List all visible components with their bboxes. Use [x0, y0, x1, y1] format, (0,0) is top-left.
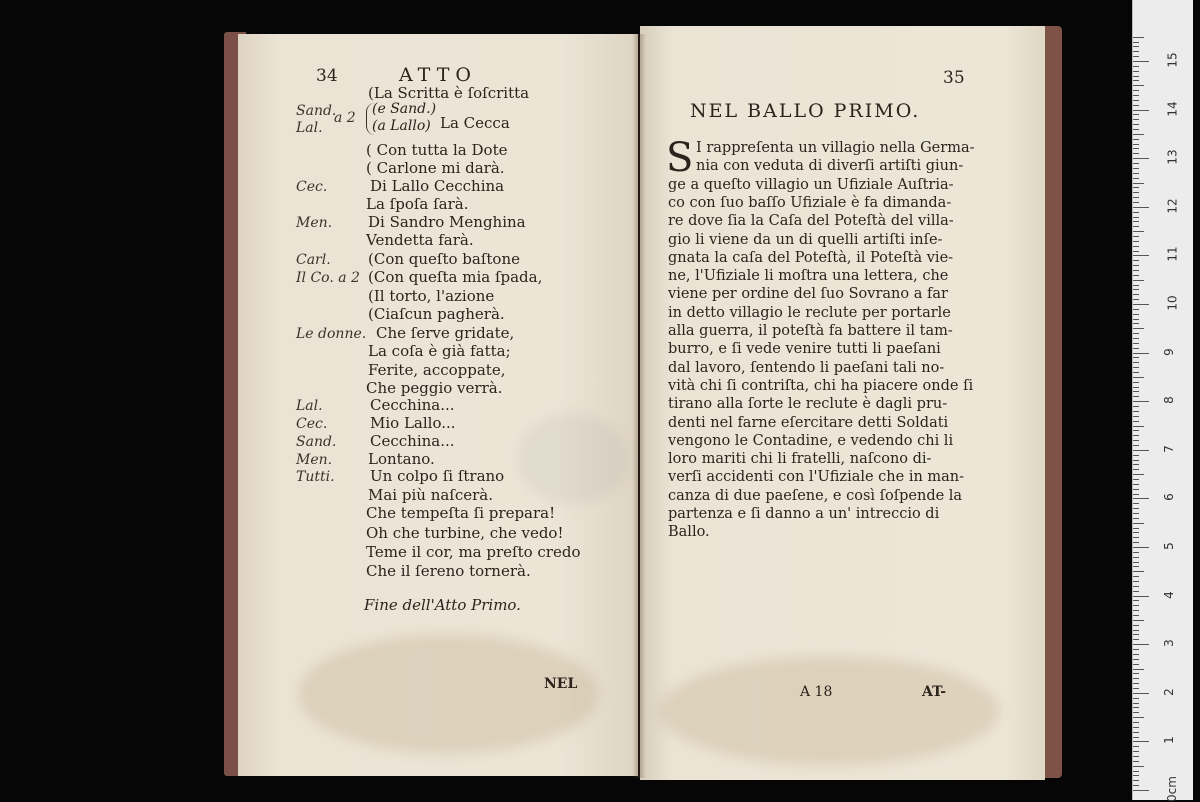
prose-line: re dove ſia la Caſa del Poteſtà del villa- [668, 213, 954, 230]
verse-line: Vendetta farà. [366, 231, 474, 249]
page-number-right: 35 [943, 68, 965, 88]
ruler-label: 12 [1165, 198, 1180, 214]
prose-line: verſi accidenti con l'Ufiziale che in man- [668, 469, 965, 486]
catchword-left: NEL [544, 676, 578, 692]
speaker-label: Sand. [296, 103, 337, 119]
ruler-tick [1133, 76, 1139, 77]
ruler-tick [1133, 265, 1139, 266]
ruler-tick [1133, 90, 1139, 91]
ruler-tick [1133, 328, 1144, 329]
ruler-tick [1133, 596, 1149, 597]
verse-line: La ſpoſa ſarà. [366, 195, 469, 213]
verse-line: Ferite, accoppate, [368, 361, 506, 379]
ruler-label: 10 [1165, 295, 1180, 311]
ruler-tick [1133, 469, 1139, 470]
ruler-tick [1133, 153, 1139, 154]
ruler-label: 13 [1165, 149, 1180, 165]
ruler-tick [1133, 746, 1139, 747]
catchword-right: AT- [922, 684, 947, 700]
prose-line: dal lavoro, ſentendo li paeſani tali no- [668, 359, 945, 376]
speaker-label: a 2 [334, 110, 356, 126]
ruler-tick [1133, 168, 1139, 169]
ruler-tick [1133, 649, 1139, 650]
ruler-tick [1133, 37, 1144, 38]
ruler-tick [1133, 440, 1139, 441]
ruler-tick [1133, 304, 1149, 305]
ruler-tick [1133, 319, 1139, 320]
ruler-tick [1133, 552, 1139, 553]
ruler-tick [1133, 314, 1139, 315]
ruler-tick [1133, 489, 1139, 490]
ruler-tick [1133, 445, 1139, 446]
ruler-tick [1133, 192, 1139, 193]
ruler-tick [1133, 391, 1139, 392]
stain [298, 634, 598, 754]
act-end-note: Fine dell'Atto Primo. [364, 596, 521, 614]
ruler-tick [1133, 494, 1139, 495]
ruler-tick [1133, 396, 1139, 397]
ruler-tick [1133, 241, 1139, 242]
verse-line: (La Scritta è ſoſcritta [368, 84, 530, 102]
ruler-label: 11 [1165, 246, 1180, 263]
ruler-label: 9 [1161, 347, 1176, 356]
ruler-tick [1133, 139, 1139, 140]
prose-line: canza di due paeſene, e così ſoſpende la [668, 487, 963, 504]
verse-line: Che ſerve gridate, [376, 324, 515, 342]
ruler-tick [1133, 275, 1139, 276]
verse-line: Oh che turbine, che vedo! [366, 524, 564, 542]
ruler-tick [1133, 562, 1139, 563]
running-head: ATTO [399, 64, 477, 86]
ruler-tick [1133, 532, 1139, 533]
ruler-tick [1133, 61, 1149, 62]
ruler-tick [1133, 270, 1139, 271]
ruler-tick [1133, 698, 1139, 699]
ruler-tick [1133, 513, 1139, 514]
ruler-tick [1133, 289, 1139, 290]
verse-line: La Cecca [440, 114, 510, 132]
prose-line: burro, e ſi vede venire tutti li paeſani [668, 341, 941, 358]
ruler-tick [1133, 202, 1139, 203]
ruler-tick [1133, 163, 1139, 164]
ruler-tick [1133, 664, 1139, 665]
ruler-tick [1133, 766, 1144, 767]
ruler-tick [1133, 639, 1139, 640]
ruler-label: 2 [1161, 687, 1176, 696]
ruler-label: 7 [1161, 444, 1176, 453]
ruler-tick [1133, 294, 1139, 295]
ruler-tick [1133, 416, 1139, 417]
ruler-tick [1133, 508, 1139, 509]
ruler-tick [1133, 678, 1139, 679]
speaker-label: Cec. [296, 416, 328, 432]
prose-line: ne, l'Ufiziale li moſtra una lettera, che [668, 268, 949, 285]
ruler-tick [1133, 362, 1139, 363]
ruler-tick [1133, 785, 1139, 786]
ruler-tick [1133, 669, 1144, 670]
ruler-tick [1133, 460, 1139, 461]
verse-line: Di Lallo Cecchina [370, 177, 505, 195]
ruler-tick [1133, 343, 1139, 344]
verse-line: Cecchina... [370, 396, 455, 414]
ruler-tick [1133, 299, 1139, 300]
ruler-tick [1133, 357, 1139, 358]
prose-line: viene per ordine del ſuo Sovrano a far [668, 286, 948, 303]
ruler-tick [1133, 707, 1139, 708]
ruler-tick [1133, 576, 1139, 577]
ruler-tick [1133, 338, 1139, 339]
speaker-label: Lal. [296, 120, 323, 136]
ruler-tick [1133, 207, 1149, 208]
verse-line: Che il ſereno tornerà. [366, 562, 531, 580]
prose-line: vità chi ſi contriſta, chi ha piacere onde ſi [668, 377, 974, 394]
verse-line: Di Sandro Menghina [368, 213, 526, 231]
prose-line: gio li viene da un di quelli artiſti inſe- [668, 231, 943, 248]
prose-line: vengono le Contadine, e vedendo chi li [668, 432, 954, 449]
ruler-tick [1133, 455, 1139, 456]
ruler-tick [1133, 377, 1144, 378]
ruler-tick [1133, 148, 1139, 149]
ruler-tick [1133, 566, 1139, 567]
ruler-tick [1133, 71, 1139, 72]
ruler-tick [1133, 114, 1139, 115]
verse-line: Lontano. [368, 450, 435, 468]
ruler-label: 4 [1161, 590, 1176, 599]
ruler-tick [1133, 333, 1139, 334]
ruler-tick [1133, 246, 1139, 247]
prose-line: ge a queſto villagio un Ufiziale Auſtria- [668, 176, 954, 193]
ruler-tick [1133, 503, 1139, 504]
ruler-tick [1133, 547, 1149, 548]
show-through [518, 414, 628, 504]
ruler-tick [1133, 790, 1149, 791]
speaker-label: Le donne. [296, 326, 367, 342]
ruler-tick [1133, 187, 1139, 188]
ruler-tick [1133, 537, 1139, 538]
ruler-tick [1133, 158, 1149, 159]
ruler-tick [1133, 484, 1139, 485]
ruler-tick [1133, 129, 1139, 130]
ruler-tick [1133, 406, 1139, 407]
verse-line: (a Lallo) [372, 118, 431, 134]
verse-line: Teme il cor, ma preſto credo [366, 543, 581, 561]
prose-line: denti nel farne eſercitare detti Soldati [668, 414, 949, 431]
ruler-tick [1133, 634, 1139, 635]
verse-line: (Con queſto baſtone [368, 250, 520, 268]
ruler-tick [1133, 727, 1139, 728]
ruler-tick [1133, 197, 1139, 198]
ruler-tick [1133, 80, 1139, 81]
ruler-tick [1133, 217, 1139, 218]
ruler-label: 8 [1161, 396, 1176, 405]
ruler-tick [1133, 586, 1139, 587]
ruler-tick [1133, 571, 1144, 572]
speaker-label: Sand. [296, 434, 337, 450]
verse-line: ( Con tutta la Dote [366, 141, 508, 159]
verse-line: Mai più naſcerà. [368, 486, 494, 504]
ruler-tick [1133, 581, 1139, 582]
signature-mark: A 18 [800, 684, 833, 700]
ruler-tick [1133, 124, 1139, 125]
ruler-tick [1133, 411, 1139, 412]
ruler-tick [1133, 474, 1144, 475]
ruler-tick [1133, 260, 1139, 261]
ruler-label: 1 [1161, 736, 1176, 745]
prose-line: I rappreſenta un villagio nella Germa- [696, 140, 975, 156]
verse-line: (Il torto, l'azione [368, 287, 495, 305]
ruler-tick [1133, 703, 1139, 704]
prose-line: in detto villagio le reclute per portarle [668, 304, 951, 321]
ruler-label: 0cm [1164, 776, 1179, 802]
ruler-tick [1133, 464, 1139, 465]
ruler-tick [1133, 644, 1149, 645]
verse-line: Un colpo ſi ſtrano [370, 467, 505, 485]
ruler-tick [1133, 42, 1139, 43]
prose-line: loro mariti chi li fratelli, naſcono di- [668, 451, 932, 468]
ruler-label: 5 [1161, 542, 1176, 550]
verse-line: (Con queſta mia ſpada, [368, 268, 543, 286]
verse-line: (e Sand.) [372, 101, 437, 117]
verse-line: Che peggio verrà. [366, 379, 503, 397]
ruler-tick [1133, 630, 1139, 631]
ruler-tick [1133, 683, 1139, 684]
prose-line: Ballo. [668, 524, 710, 541]
ruler-tick [1133, 557, 1139, 558]
ruler-tick [1133, 780, 1139, 781]
ruler-tick [1133, 712, 1139, 713]
ruler-tick [1133, 498, 1149, 499]
ruler-tick [1133, 430, 1139, 431]
ruler-tick [1133, 542, 1139, 543]
ruler-label: 14 [1165, 100, 1180, 117]
ruler-tick [1133, 673, 1139, 674]
ruler-tick [1133, 732, 1139, 733]
ruler-tick [1133, 387, 1139, 388]
ruler-tick [1133, 56, 1139, 57]
ruler-tick [1133, 173, 1139, 174]
ruler-tick [1133, 105, 1139, 106]
prose-line: tirano alla ſorte le reclute è dagli pru- [668, 396, 948, 413]
ruler-tick [1133, 688, 1139, 689]
ruler-tick [1133, 66, 1139, 67]
measuring-ruler [1132, 0, 1193, 800]
ruler-tick [1133, 255, 1149, 256]
stain [660, 656, 1000, 766]
verse-line: ( Carlone mi darà. [366, 159, 505, 177]
verse-line: Che tempeſta ſi prepara! [366, 504, 556, 522]
speaker-label: Men. [296, 452, 333, 468]
ruler-tick [1133, 591, 1139, 592]
ruler-tick [1133, 518, 1139, 519]
ruler-tick [1133, 528, 1139, 529]
ruler-tick [1133, 212, 1139, 213]
ruler-tick [1133, 280, 1144, 281]
ruler-tick [1133, 600, 1139, 601]
ruler-tick [1133, 751, 1139, 752]
ruler-tick [1133, 85, 1144, 86]
verse-line: Cecchina... [370, 432, 455, 450]
ruler-tick [1133, 620, 1144, 621]
ruler-tick [1133, 226, 1139, 227]
prose-line: alla guerra, il poteſtà fa battere il tam- [668, 323, 953, 339]
ruler-tick [1133, 178, 1139, 179]
ruler-label: 15 [1165, 52, 1180, 68]
drop-cap: S [666, 135, 694, 181]
section-heading: NEL BALLO PRIMO. [690, 100, 921, 122]
speaker-label: Il Co. a 2 [296, 270, 360, 286]
ruler-tick [1133, 236, 1139, 237]
ruler-tick [1133, 659, 1139, 660]
ruler-tick [1133, 737, 1139, 738]
ruler-tick [1133, 309, 1139, 310]
speaker-label: Carl. [296, 252, 331, 268]
ruler-tick [1133, 382, 1139, 383]
ruler-tick [1133, 110, 1149, 111]
ruler-tick [1133, 756, 1139, 757]
prose-line: gnata la caſa del Poteſtà, il Poteſtà vie- [668, 249, 954, 266]
ruler-tick [1133, 654, 1139, 655]
ruler-tick [1133, 615, 1139, 616]
ruler-tick [1133, 323, 1139, 324]
ruler-tick [1133, 372, 1139, 373]
ruler-tick [1133, 348, 1139, 349]
ruler-label: 6 [1161, 493, 1176, 502]
ruler-tick [1133, 221, 1139, 222]
ruler-tick [1133, 251, 1139, 252]
prose-line: co con ſuo baſſo Ufiziale è fa dimanda- [668, 194, 952, 211]
ruler-tick [1133, 610, 1139, 611]
verse-line: Mio Lallo... [370, 414, 456, 432]
ruler-tick [1133, 523, 1144, 524]
ruler-tick [1133, 426, 1144, 427]
ruler-tick [1133, 183, 1144, 184]
ruler-tick [1133, 46, 1139, 47]
ruler-tick [1133, 134, 1144, 135]
verse-line: (Ciaſcun pagherà. [368, 305, 505, 323]
ruler-tick [1133, 771, 1139, 772]
prose-line: nia con veduta di diverſi artiſti giun- [696, 158, 964, 175]
ruler-label: 3 [1161, 639, 1176, 648]
ruler-tick [1133, 367, 1139, 368]
ruler-tick [1133, 353, 1149, 354]
speaker-label: Men. [296, 215, 333, 231]
verse-line: La coſa è già fatta; [368, 342, 511, 360]
ruler-tick [1133, 119, 1139, 120]
ruler-tick [1133, 479, 1139, 480]
speaker-label: Cec. [296, 179, 328, 195]
ruler-tick [1133, 605, 1139, 606]
ruler-tick [1133, 421, 1139, 422]
book-gutter [632, 34, 646, 778]
ruler-tick [1133, 717, 1144, 718]
page-number-left: 34 [316, 66, 338, 86]
ruler-tick [1133, 775, 1139, 776]
ruler-tick [1133, 722, 1139, 723]
ruler-tick [1133, 761, 1139, 762]
speaker-label: Lal. [296, 398, 323, 414]
ruler-tick [1133, 741, 1149, 742]
ruler-tick [1133, 144, 1139, 145]
ruler-tick [1133, 100, 1139, 101]
ruler-tick [1133, 693, 1149, 694]
ruler-tick [1133, 435, 1139, 436]
ruler-tick [1133, 625, 1139, 626]
speaker-label: Tutti. [296, 469, 335, 485]
ruler-tick [1133, 95, 1139, 96]
ruler-tick [1133, 231, 1144, 232]
ruler-tick [1133, 450, 1149, 451]
ruler-tick [1133, 285, 1139, 286]
prose-line: partenza e ſi danno a un' intreccio di [668, 506, 940, 522]
ruler-tick [1133, 51, 1139, 52]
ruler-tick [1133, 401, 1149, 402]
